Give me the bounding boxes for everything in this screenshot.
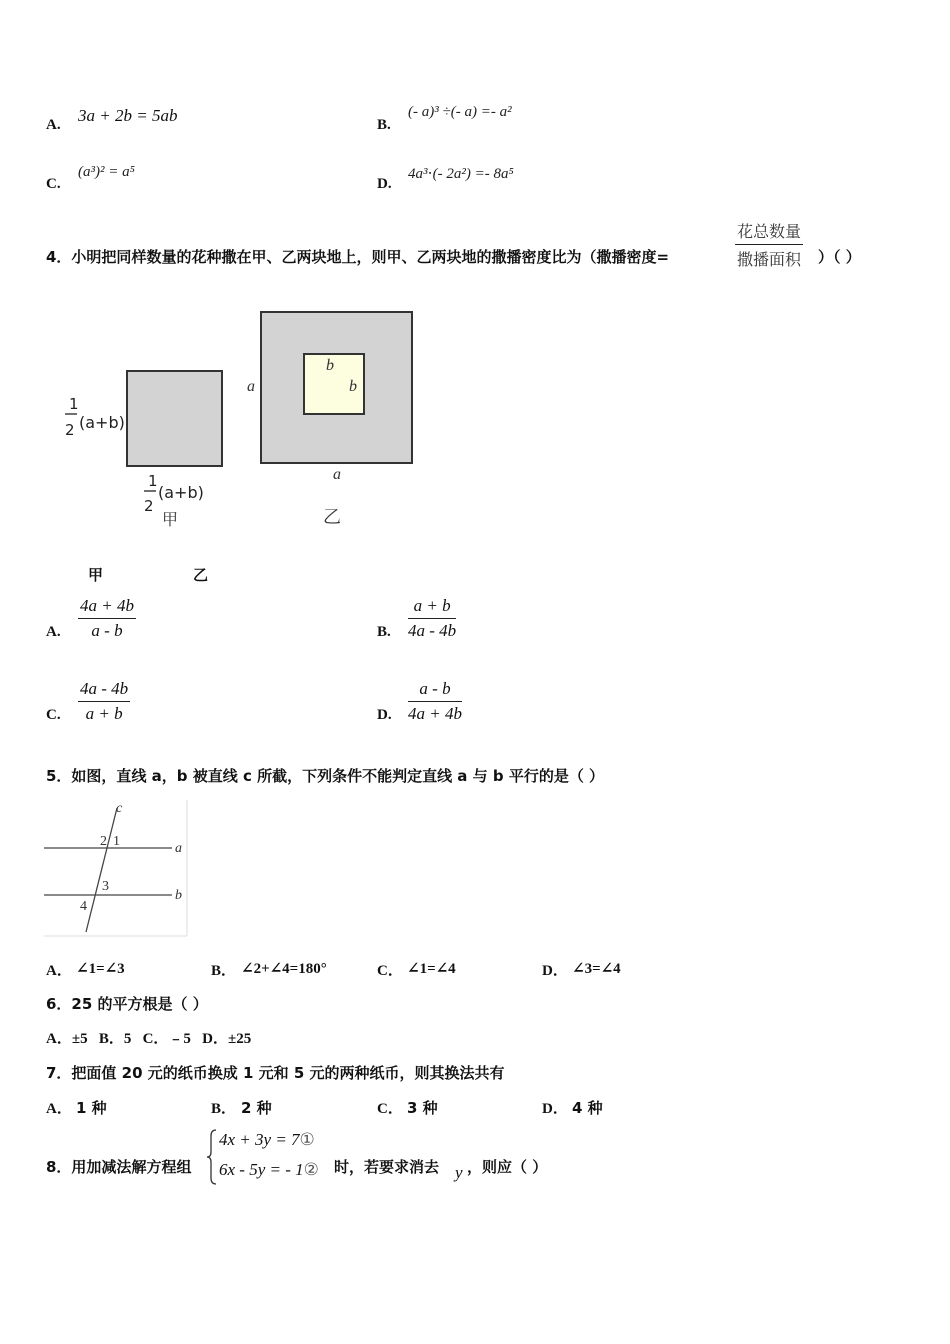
half-den-bottom: 2: [144, 497, 154, 515]
line-c: [86, 808, 117, 932]
label-a: a: [175, 841, 182, 856]
q5-option-a-text: ∠1=∠3: [76, 961, 125, 977]
q3-option-a-expr: 3a + 2b = 5ab: [78, 106, 178, 125]
q3-option-d-expr: 4a³⋅(- 2a²) =- 8a⁵: [408, 166, 514, 182]
q7-option-d-text: 4 种: [572, 1099, 603, 1117]
q4-density-numerator: 花总数量: [735, 219, 803, 245]
q6-options: A．±5 B．5 C．﹣5 D．±25: [46, 1031, 252, 1047]
half-den-left: 2: [65, 421, 75, 439]
left-brace-icon: [206, 1128, 218, 1186]
q5-figure: [44, 800, 189, 938]
half-num-left: 1: [69, 395, 79, 413]
q8-var: y: [455, 1163, 463, 1182]
yi-bottom-a: a: [333, 466, 341, 483]
yi-side-a: a: [247, 378, 255, 395]
q4-option-b-num: a + b: [408, 596, 456, 619]
q5-option-a-label: A．: [46, 963, 72, 979]
q5-option-d-text: ∠3=∠4: [572, 961, 621, 977]
q4-option-b-label: B.: [377, 624, 391, 640]
q4-option-a-fraction: [78, 596, 136, 641]
q4-option-a-label: A.: [46, 624, 61, 640]
angle-2: 2: [100, 834, 107, 849]
q4-option-a-den: a - b: [91, 621, 123, 640]
q8-stem-mid: 时，若要求消去: [334, 1158, 440, 1176]
inner-b-top: b: [326, 357, 334, 374]
q5-option-b-text: ∠2+∠4=180°: [241, 961, 327, 977]
q3-option-c-label: C.: [46, 176, 61, 192]
label-b: b: [175, 888, 182, 903]
jia-square: [127, 371, 222, 466]
q4-option-c-fraction: [78, 679, 130, 724]
q8-eq2-mark: ②: [303, 1160, 319, 1179]
q4-option-d-fraction: [408, 679, 462, 724]
q4-option-b-den: 4a - 4b: [408, 621, 457, 640]
figure-caption-jia: 甲: [162, 510, 179, 529]
q3-option-a-label: A.: [46, 117, 61, 133]
q5-option-b-label: B．: [211, 963, 237, 979]
q4-stem-prefix: 4．小明把同样数量的花种撒在甲、乙两块地上，则甲、乙两块地的撒播密度比为（撒播密度=: [46, 248, 670, 266]
half-num-bottom: 1: [148, 472, 158, 490]
q7-option-b-label: B．: [211, 1101, 237, 1117]
q8-eq2: 6x - 5y = - 1②: [219, 1160, 319, 1179]
q3-option-b-expr: (- a)³ ÷(- a) =- a²: [408, 104, 512, 120]
q5-option-d-label: D．: [542, 963, 568, 979]
q4-option-a-num: 4a + 4b: [78, 596, 136, 619]
q4-option-b-fraction: [408, 596, 456, 641]
q7-option-c-label: C．: [377, 1101, 403, 1117]
angle-3: 3: [102, 879, 109, 894]
q7-option-d-label: D．: [542, 1101, 568, 1117]
q4-option-d-label: D.: [377, 707, 392, 723]
q4-option-c-label: C.: [46, 707, 61, 723]
q4-figure-svg: [60, 305, 430, 535]
q4-option-c-num: 4a - 4b: [78, 679, 130, 702]
left-side-label: (a+b): [79, 413, 125, 432]
q4-figure: [60, 305, 430, 535]
q3-option-c-expr: (a³)² = a⁵: [78, 164, 135, 180]
q4-option-d-den: 4a + 4b: [408, 704, 462, 723]
q4-density-fraction: [735, 219, 803, 270]
q8-stem-prefix: 8．用加减法解方程组: [46, 1158, 192, 1176]
caption-yi: 乙: [193, 566, 209, 584]
label-c: c: [116, 801, 123, 816]
q5-option-c-label: C．: [377, 963, 403, 979]
angle-1: 1: [113, 834, 120, 849]
q4-option-d-num: a - b: [408, 679, 462, 702]
caption-jia: 甲: [88, 566, 104, 584]
q7-option-a-text: 1 种: [76, 1099, 107, 1117]
q5-figure-svg: [44, 800, 189, 938]
q8-equation-system: [206, 1128, 334, 1186]
q5-stem: 5．如图，直线 a，b 被直线 c 所截，下列条件不能判定直线 a 与 b 平行的是（ ）: [46, 767, 605, 785]
q3-option-b-label: B.: [377, 117, 391, 133]
inner-b-right: b: [349, 378, 357, 395]
q8-eq1: 4x + 3y = 7①: [219, 1130, 315, 1149]
q7-stem: 7．把面值 20 元的纸币换成 1 元和 5 元的两种纸币，则其换法共有: [46, 1064, 505, 1082]
figure-caption-yi: 乙: [323, 507, 341, 528]
q5-option-c-text: ∠1=∠4: [407, 961, 456, 977]
q7-option-b-text: 2 种: [241, 1099, 272, 1117]
q8-eq1-mark: ①: [299, 1130, 315, 1149]
q3-option-d-label: D.: [377, 176, 392, 192]
angle-4: 4: [80, 899, 87, 914]
q7-option-a-label: A．: [46, 1101, 72, 1117]
q4-stem-suffix: ）（ ）: [818, 248, 861, 266]
q4-density-denominator: 撒播面积: [737, 250, 802, 269]
q8-stem-suffix: ，则应（ ）: [467, 1158, 548, 1176]
q6-stem: 6．25 的平方根是（ ）: [46, 995, 208, 1013]
q4-option-c-den: a + b: [85, 704, 123, 723]
q7-option-c-text: 3 种: [407, 1099, 438, 1117]
bottom-side-label: (a+b): [158, 483, 204, 502]
